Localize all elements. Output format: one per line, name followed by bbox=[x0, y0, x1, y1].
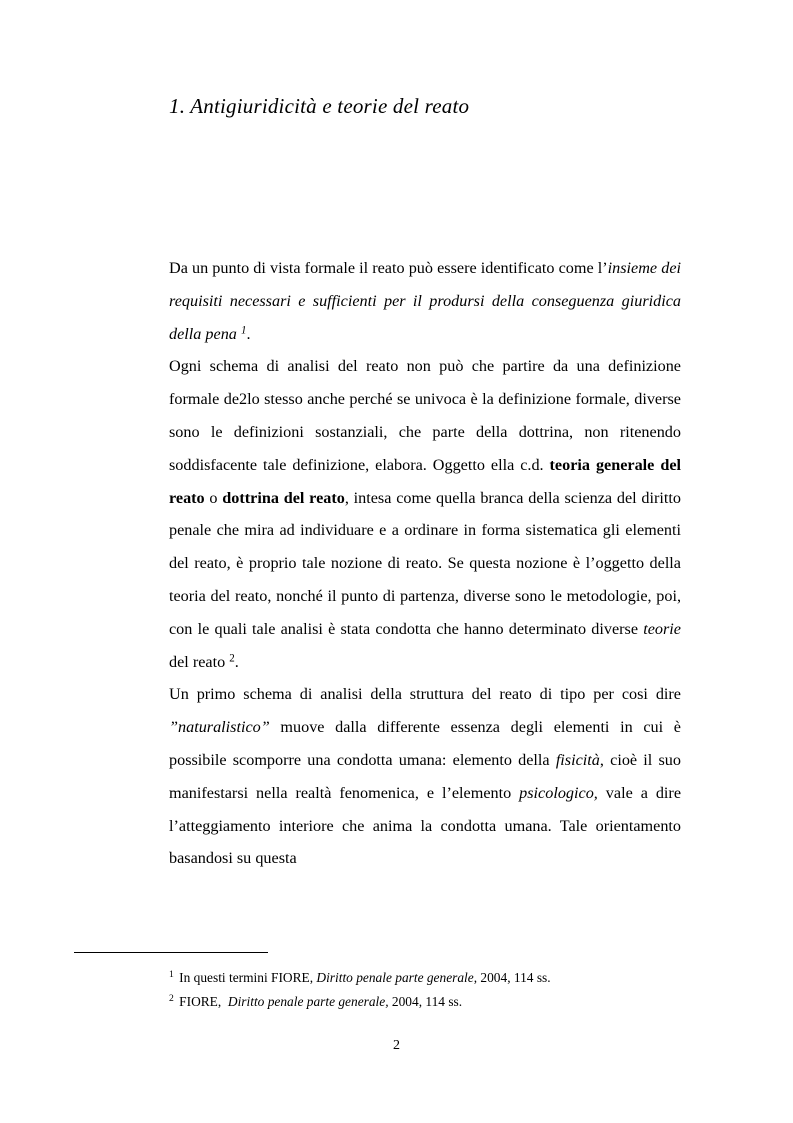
body-text bbox=[169, 252, 681, 875]
footnote-marker: 2 bbox=[169, 993, 174, 1005]
paragraph-1-run-1: Da un punto di vista formale il reato può essere identificato come l’ bbox=[169, 259, 608, 277]
footnote-separator bbox=[74, 952, 268, 953]
page-title: 1. Antigiuridicità e teorie del reato bbox=[169, 94, 470, 118]
footnote-item bbox=[169, 966, 681, 990]
footnote-title-italic: Diritto penale parte generale bbox=[316, 970, 474, 985]
footnote-ref-1[interactable]: 1 bbox=[240, 323, 247, 336]
paragraph-2-run-1: Ogni schema di analisi del reato non può che partire da una definizione formale de2lo stesso anche perché se univoca è la definizione formale, diverse sono le definizioni sostanziali, che parte della dottrina, non ritenendo soddisfacente tale definizione, elabora. Oggetto ella c.d. bbox=[169, 357, 681, 474]
paragraph-2-bold-run-2: dottrina del reato bbox=[222, 488, 345, 507]
paragraph-2-bold-run-1: teoria generale del reato bbox=[169, 455, 682, 507]
footnote-list bbox=[169, 966, 681, 1014]
footnote-marker: 1 bbox=[169, 969, 174, 981]
paragraph-3 bbox=[169, 678, 681, 875]
paragraph-1-run-4: . bbox=[246, 324, 251, 343]
footnote-ref-2[interactable]: 2 bbox=[229, 651, 235, 664]
footnote-text-run-3: , 2004, 114 ss. bbox=[473, 970, 551, 985]
paragraph-3-italic-run-3: psicologico, bbox=[519, 783, 598, 802]
paragraph-3-run-5: , cioè il suo manifestarsi nella realtà fenomenica, e l’elemento bbox=[169, 750, 681, 802]
footnote-text-run-3: 2004, 114 ss. bbox=[388, 994, 463, 1009]
paragraph-3-run-1: Un primo schema di analisi della struttura del reato di tipo per cosi dire bbox=[169, 685, 681, 704]
paragraph-3-italic-run-1: ”naturalistico” bbox=[169, 718, 270, 737]
paragraph-2-run-3: o bbox=[204, 488, 223, 507]
paragraph-3-run-3: muove dalla differente essenza degli elementi in cui è possibile scomporre una condotta umana: elemento della bbox=[169, 718, 681, 769]
paragraph-2-run-9: . bbox=[234, 652, 239, 671]
paragraph-2-run-5: , intesa come quella branca della scienza del diritto penale che mira ad individuare e a ordinare in forma sistematica gli elementi del reato, è proprio tale nozione di reato. Se questa nozione è l’oggetto della teoria del reato, nonché il punto di partenza, diverse sono le metodologie, poi, con le quali tale analisi è stata condotta che hanno determinato diverse bbox=[169, 488, 681, 638]
footnote-title-italic: Diritto penale parte generale, bbox=[227, 994, 389, 1009]
paragraph-1-italic-run: insieme dei requisiti necessari e sufficienti per il prodursi della conseguenza giuridica della pena bbox=[169, 259, 681, 343]
paragraph-3-run-7: vale a dire l’atteggiamento interiore che anima la condotta umana. Tale orientamento basandosi su questa bbox=[169, 783, 681, 868]
page-number: 2 bbox=[393, 1038, 400, 1053]
footnote-text-run-1: FIORE, bbox=[175, 994, 228, 1009]
paragraph-1 bbox=[169, 252, 681, 350]
footnote-item bbox=[169, 990, 681, 1014]
paragraph-3-italic-run-2: fisicità bbox=[555, 750, 600, 769]
paragraph-2 bbox=[169, 350, 681, 678]
footnote-text-run-1: In questi termini FIORE, bbox=[175, 970, 317, 985]
paragraph-2-run-7: del reato bbox=[169, 652, 230, 671]
paragraph-2-italic-run: teorie bbox=[643, 619, 681, 638]
